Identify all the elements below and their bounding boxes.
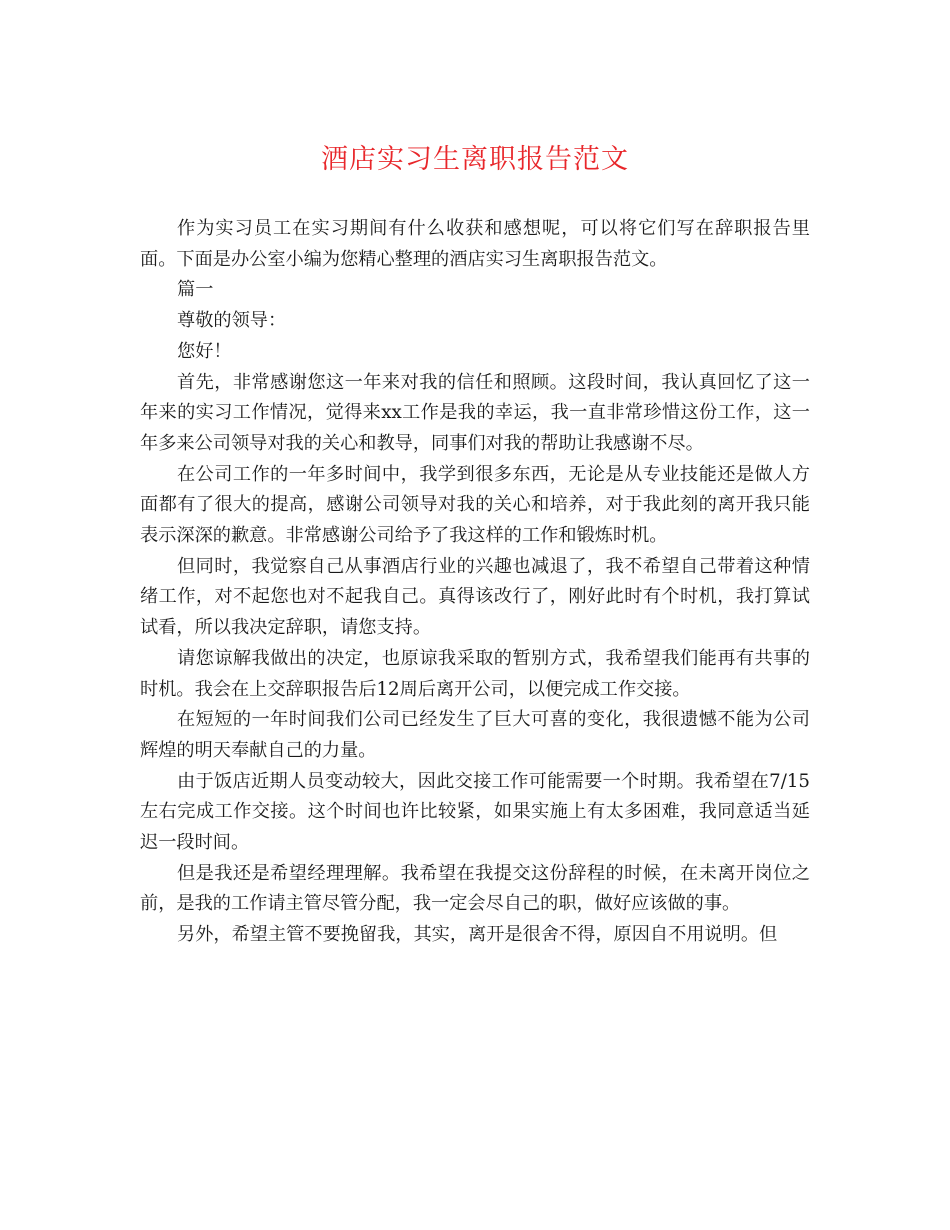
paragraph-section-heading: 篇一: [177, 279, 214, 301]
paragraph-handover: 由于饭店近期人员变动较大，因此交接工作可能需要一个时期。我希望在7/15左右完成工作交接。这个时间也许比较紧，如果实施上有太多困难，我同意适当延迟一段时间。: [140, 770, 810, 854]
paragraph-closing: 另外，希望主管不要挽留我，其实，离开是很舍不得，原因自不用说明。但: [177, 924, 778, 946]
paragraph-greeting: 您好！: [177, 340, 232, 362]
paragraph-regret: 在短短的一年时间我们公司已经发生了巨大可喜的变化，我很遗憾不能为公司辉煌的明天奉献自己的力量。: [140, 709, 810, 761]
paragraph-gratitude: 首先，非常感谢您这一年来对我的信任和照顾。这段时间，我认真回忆了这一年来的实习工作情况，觉得来xx工作是我的幸运，我一直非常珍惜这份工作，这一年多来公司领导对我的关心和教导，同事们对我的帮助让我感谢不尽。: [140, 371, 810, 454]
paragraph-salutation: 尊敬的领导：: [177, 310, 287, 332]
paragraph-growth: 在公司工作的一年多时间中，我学到很多东西，无论是从专业技能还是做人方面都有了很大的提高，感谢公司领导对我的关心和培养，对于我此刻的离开我只能表示深深的歉意。非常感谢公司给予了我这样的工作和锻炼时机。: [140, 463, 810, 547]
document-body: [140, 214, 810, 951]
paragraph-reason: 但同时，我觉察自己从事酒店行业的兴趣也减退了，我不希望自己带着这种情绪工作，对不起您也对不起我自己。真得该改行了，刚好此时有个时机，我打算试试看，所以我决定辞职，请您支持。: [140, 555, 810, 639]
paragraph-apology: 请您谅解我做出的决定，也原谅我采取的暂别方式，我希望我们能再有共事的时机。我会在上交辞职报告后12周后离开公司，以便完成工作交接。: [140, 647, 810, 700]
paragraph-intro: 作为实习员工在实习期间有什么收获和感想呢，可以将它们写在辞职报告里面。下面是办公室小编为您精心整理的酒店实习生离职报告范文。: [140, 218, 810, 270]
document-title: 酒店实习生离职报告范文: [321, 144, 629, 175]
paragraph-request: 但是我还是希望经理理解。我希望在我提交这份辞程的时候，在未离开岗位之前，是我的工作请主管尽管分配，我一定会尽自己的职，做好应该做的事。: [140, 862, 810, 915]
